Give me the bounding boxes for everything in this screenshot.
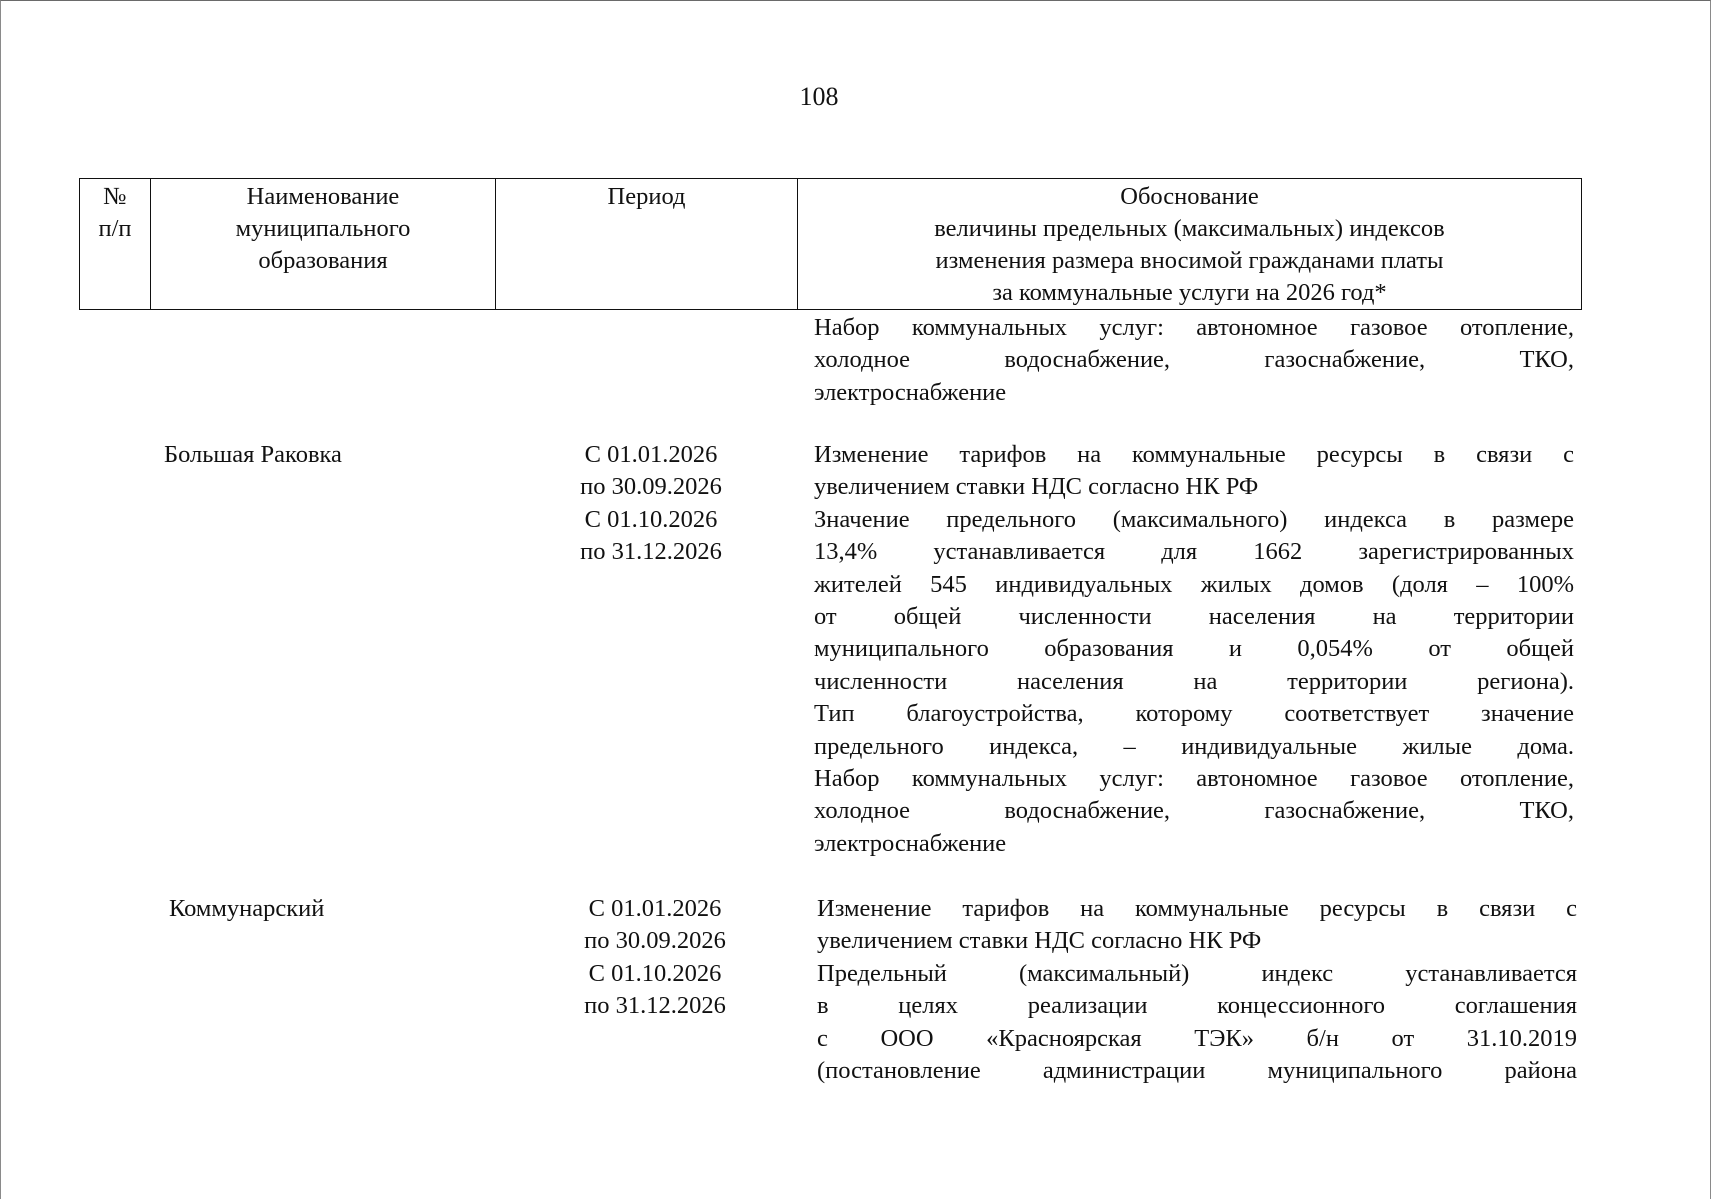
row-period: [535, 893, 775, 1023]
basis-line: Тип благоустройства, которому соответствует значение: [814, 700, 1574, 728]
row-basis-text: [817, 893, 1577, 1087]
row-municipality-name: Коммунарский: [169, 895, 325, 922]
basis-line: Изменение тарифов на коммунальные ресурсы в связи с: [814, 441, 1574, 468]
header-basis-line-1: Обоснование: [1120, 183, 1259, 210]
basis-line: Изменение тарифов на коммунальные ресурсы в связи с: [817, 895, 1577, 922]
basis-line: жителей 545 индивидуальных жилых домов (доля – 100%: [814, 570, 1574, 598]
basis-line: 13,4% устанавливается для 1662 зарегистрированных: [814, 538, 1574, 566]
basis-line: от общей численности населения на территории: [814, 603, 1574, 631]
continuation-line: Набор коммунальных услуг: автономное газовое отопление,: [814, 314, 1574, 341]
row-basis-text: [814, 439, 1574, 860]
basis-line: с ООО «Красноярская ТЭК» б/н от 31.10.2019: [817, 1024, 1577, 1052]
table-header: [79, 178, 1582, 310]
basis-line: увеличением ставки НДС согласно НК РФ: [817, 927, 1262, 955]
header-number-line-1: №: [103, 183, 127, 210]
header-basis-line-3: изменения размера вносимой гражданами платы: [935, 247, 1444, 274]
header-number-cell: [80, 179, 151, 310]
period-line: по 31.12.2026: [580, 538, 722, 566]
basis-line: Значение предельного (максимального) индекса в размере: [814, 505, 1574, 533]
page-number: 108: [799, 82, 839, 111]
basis-line: (постановление администрации муниципального района: [817, 1057, 1577, 1085]
period-line: по 30.09.2026: [584, 927, 726, 955]
header-basis-cell: [798, 179, 1582, 310]
basis-line: холодное водоснабжение, газоснабжение, ТКО,: [814, 797, 1574, 825]
basis-line: Набор коммунальных услуг: автономное газовое отопление,: [814, 765, 1574, 793]
row-municipality-name: Большая Раковка: [164, 441, 342, 468]
continuation-line: электроснабжение: [814, 378, 1007, 406]
header-name-line-3: образования: [258, 247, 388, 274]
period-line: по 31.12.2026: [584, 992, 726, 1020]
basis-line: предельного индекса, – индивидуальные жилые дома.: [814, 732, 1574, 760]
header-period-label: Период: [607, 183, 686, 210]
continuation-text: [814, 312, 1574, 409]
period-line: по 30.09.2026: [580, 473, 722, 501]
header-row: [80, 179, 1582, 310]
header-name-line-1: Наименование: [246, 183, 400, 210]
period-line: С 01.01.2026: [588, 895, 722, 922]
basis-line: муниципального образования и 0,054% от общей: [814, 635, 1574, 663]
period-line: С 01.10.2026: [584, 505, 718, 533]
header-number-line-2: п/п: [98, 215, 132, 242]
basis-line: Предельный (максимальный) индекс устанавливается: [817, 959, 1577, 987]
basis-line: увеличением ставки НДС согласно НК РФ: [814, 473, 1259, 501]
continuation-line: холодное водоснабжение, газоснабжение, ТКО,: [814, 346, 1574, 374]
header-name-line-2: муниципального: [235, 215, 411, 242]
header-name-cell: [151, 179, 496, 310]
period-line: С 01.10.2026: [588, 959, 722, 987]
basis-line: электроснабжение: [814, 829, 1007, 857]
period-line: С 01.01.2026: [584, 441, 718, 468]
row-period: [531, 439, 771, 569]
header-period-cell: [496, 179, 798, 310]
header-basis-line-4: за коммунальные услуги на 2026 год*: [992, 279, 1387, 306]
basis-line: численности населения на территории региона).: [814, 667, 1574, 695]
basis-line: в целях реализации концессионного соглашения: [817, 992, 1577, 1020]
header-basis-line-2: величины предельных (максимальных) индексов: [934, 215, 1445, 242]
